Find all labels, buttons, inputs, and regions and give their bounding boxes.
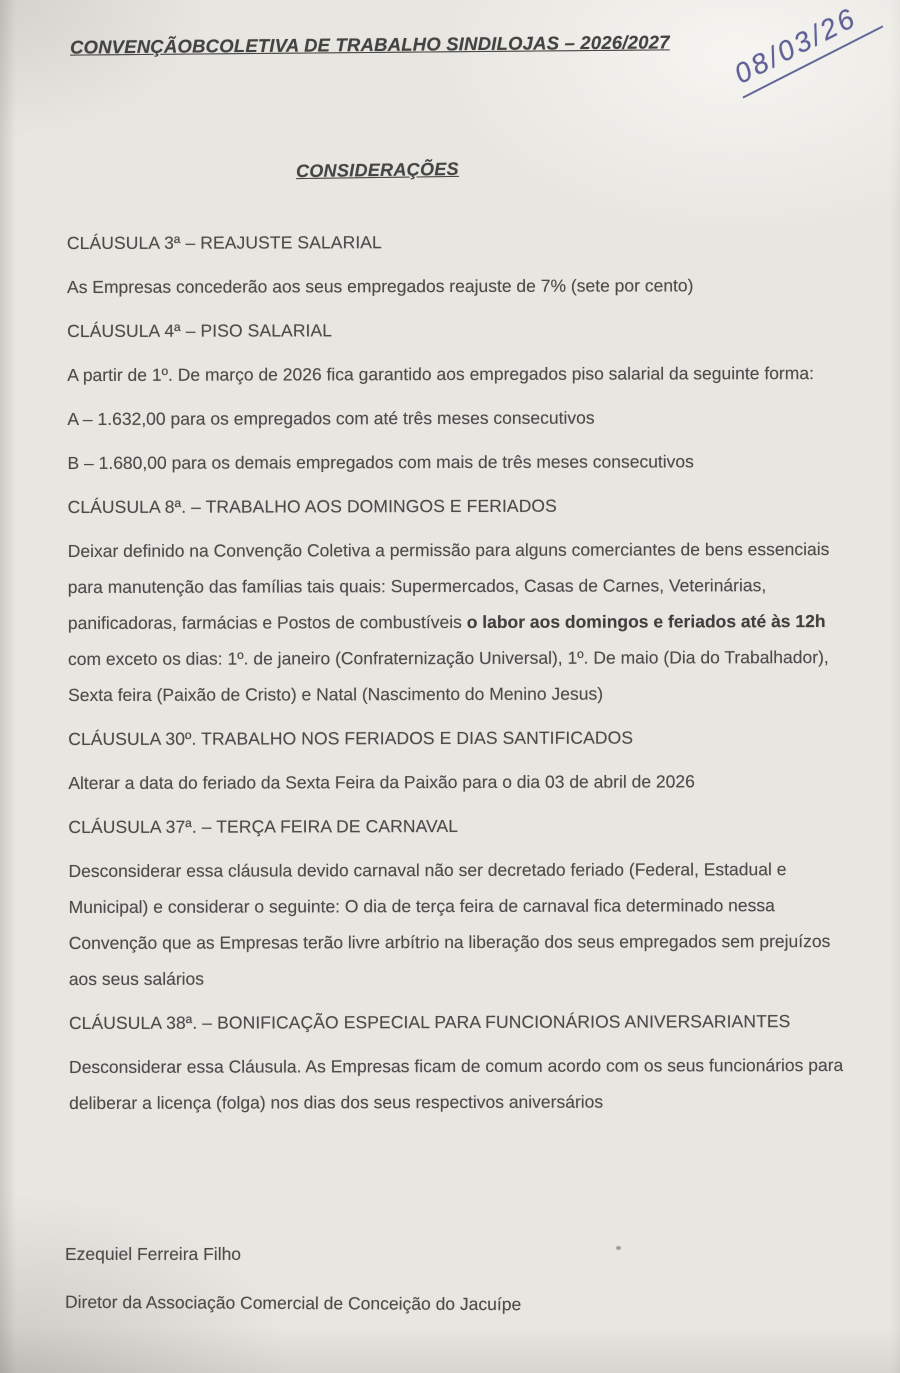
scan-speck bbox=[616, 1246, 621, 1250]
clause-8-paragraph bbox=[68, 531, 844, 713]
clause-4-item-a: A – 1.632,00 para os empregados com até três meses consecutivos bbox=[67, 407, 595, 430]
document-body bbox=[67, 215, 845, 1121]
section-heading: CONSIDERAÇÕES bbox=[295, 158, 460, 182]
clause-38-heading: CLÁUSULA 38ª. – BONIFICAÇÃO ESPECIAL PARA FUNCIONÁRIOS ANIVERSARIANTES bbox=[68, 1011, 791, 1034]
handwritten-date-annotation bbox=[726, 0, 884, 99]
signatory-role: Diretor da Associação Comercial de Conceição do Jacuípe bbox=[64, 1291, 522, 1315]
clause-30-heading: CLÁUSULA 30º. TRABALHO NOS FERIADOS E DIAS SANTIFICADOS bbox=[68, 727, 634, 750]
clause-8-heading: CLÁUSULA 8ª. – TRABALHO AOS DOMINGOS E FERIADOS bbox=[67, 495, 557, 518]
signature-block bbox=[65, 1244, 521, 1314]
handwritten-date-text: 08/03/26 bbox=[726, 0, 884, 99]
clause-38-paragraph: Desconsiderar essa Cláusula. As Empresas ficam de comum acordo com os seus funcionários para deliberar a licença (folga) nos dias dos seus respectivos aniversários bbox=[69, 1054, 844, 1114]
signatory-name: Ezequiel Ferreira Filho bbox=[65, 1244, 242, 1264]
clause-3-heading: CLÁUSULA 3ª – REAJUSTE SALARIAL bbox=[66, 232, 382, 254]
clause-37-heading: CLÁUSULA 37ª. – TERÇA FEIRA DE CARNAVAL bbox=[68, 815, 459, 838]
clause-4-paragraph: A partir de 1º. De março de 2026 fica garantido aos empregados piso salarial da seguinte forma: bbox=[67, 363, 814, 386]
clause-4-heading: CLÁUSULA 4ª – PISO SALARIAL bbox=[67, 320, 333, 342]
clause-8-text-regular-end: com exceto os dias: 1º. de janeiro (Confraternização Universal), 1º. De maio (Dia do Trabalhador), Sexta feira (Paixão de Cristo) e Natal (Nascimento do Menino Jesus) bbox=[67, 647, 829, 706]
clause-8-text-bold: o labor aos domingos e feriados até às 12h bbox=[466, 611, 826, 632]
clause-30-paragraph: Alterar a data do feriado da Sexta Feira da Paixão para o dia 03 de abril de 2026 bbox=[68, 771, 695, 794]
document-title: CONVENÇÃOBCOLETIVA DE TRABALHO SINDILOJAS – 2026/2027 bbox=[69, 31, 670, 58]
clause-37-paragraph: Desconsiderar essa cláusula devido carnaval não ser decretado feriado (Federal, Estadual e Municipal) e considerar o seguinte: O dia de terça feira de carnaval fica determinado nessa Convenção que as Empresas terão livre arbítrio na liberação dos seus empregados sem prejuízos aos seus salários bbox=[68, 859, 831, 990]
clause-4-item-b: B – 1.680,00 para os demais empregados com mais de três meses consecutivos bbox=[67, 451, 694, 474]
clause-3-paragraph: As Empresas concederão aos seus empregados reajuste de 7% (sete por cento) bbox=[66, 275, 694, 298]
clause-8-text-regular-start: Deixar definido na Convenção Coletiva a permissão para alguns comerciantes de bens essenciais para manutenção das famílias tais quais: Supermercados, Casas de Carnes, Veterinárias, panificadoras, farmácias e Postos de combustíveis bbox=[67, 539, 830, 634]
